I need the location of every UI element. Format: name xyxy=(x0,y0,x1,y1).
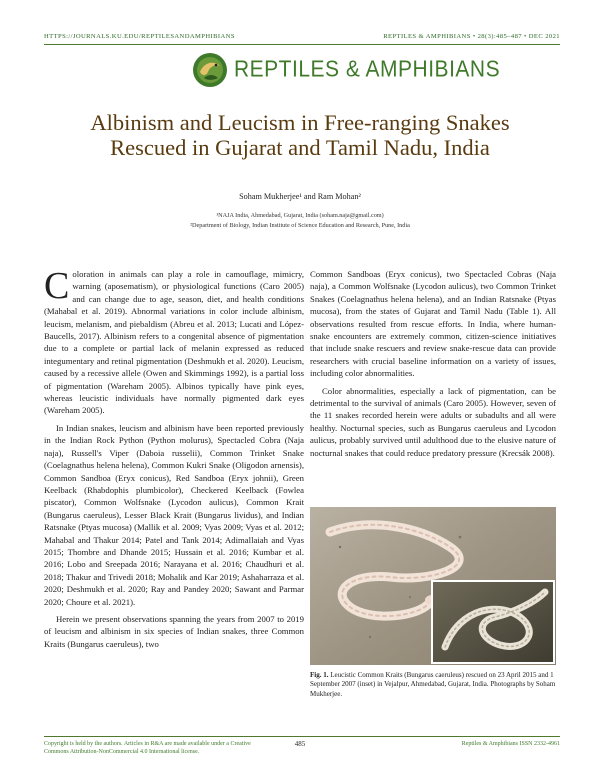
paragraph-1-text: oloration in animals can play a role in camouflage, mimicry, warning (aposematism), or physiological functions (Caro 2005) and can change due to age, season, diet, and health conditions (Mahabal et al. 2019). Abnormal variations in color include albinism, leucism, melanism, and piebaldism (Abreu et al. 2013; Lucati and López-Baucells, 2017). Albinism refers to a congenital absence of pigmentation due to a complete or partial lack of melanin expressed as reduced integumentary and retinal pigmentation (Deshmukh et al. 2020). Leucism, caused by a recessive allele (Owen and Skimmings 1992), is a partial loss of pigmentation (Wareham 2005). Albinos typically have pink eyes, whereas leucistic individuals have normally pigmented dark eyes (Wareham 2005). xyxy=(44,269,304,416)
figure-photo xyxy=(310,507,556,665)
paragraph-4: Common Sandboas (Eryx conicus), two Spectacled Cobras (Naja naja), a Common Wolfsnake (Lycodon aulicus), two Common Trinket Snakes (Coelagnathus helena helena), and an Indian Ratsnake (Ptyas mucosa), from the states of Gujarat and Tamil Nadu (Table 1). All observations resulted from rescue efforts. In India, where human-snake encounters are extremely common, citizen-science initiatives that include snake rescuers and review snake-rescue data can provide researchers with crucial baseline information on a variety of issues, including color abnormalities. xyxy=(310,269,556,379)
right-column xyxy=(310,268,556,459)
header-rule xyxy=(44,44,560,45)
article-authors: Soham Mukherjee¹ and Ram Mohan² xyxy=(239,192,361,201)
caption-text: Leucistic Common Kraits (Bungarus caeruleus) rescued on 23 April 2015 and 1 September 2007 (inset) in Vejalpur, Ahmedabad, Gujarat, India. Photographs by Soham Mukherjee. xyxy=(310,671,556,698)
footer-copyright: Copyright is held by the authors. Articles in R&A are made available under a Creative Commons Attribution-NonCommercial 4.0 International license. xyxy=(44,741,251,755)
article-title: Albinism and Leucism in Free-ranging Snakes Rescued in Gujarat and Tamil Nadu, India xyxy=(90,110,510,160)
left-column xyxy=(44,265,304,650)
drop-cap: C xyxy=(44,265,70,307)
footer-rule xyxy=(44,736,560,737)
journal-reference: REPTILES & AMPHIBIANS • 28(3):485–487 • DEC 2021 xyxy=(383,33,560,40)
journal-logo xyxy=(192,52,500,88)
paragraph-1 xyxy=(44,265,304,417)
paragraph-5: Color abnormalities, especially a lack of pigmentation, can be detrimental to the survival of animals (Caro 2005). However, seven of the 11 snakes recorded herein were adults or subadults and all were healthy. Nocturnal species, such as Bungarus caeruleus and Lycodon aulicus, probably survived until adulthood due to the elusive nature of nocturnal snakes that could reduce predatory pressure (Krecsák 2008). xyxy=(310,385,556,458)
snake-photo-image xyxy=(310,507,556,665)
affiliation-2: ²Department of Biology, Indian Institute of Science Education and Research, Pune, India xyxy=(190,222,410,229)
journal-logo-text: REPTILES & AMPHIBIANS xyxy=(234,56,501,83)
figure-caption xyxy=(310,671,556,699)
journal-emblem-icon xyxy=(192,52,228,88)
paragraph-2: In Indian snakes, leucism and albinism have been reported previously in the Indian Rock Python (Python molurus), Spectacled Cobra (Naja naja), Russell's Viper (Daboia russelii), Common Trinket Snake (Coelagnathus helena helena), Common Kukri Snake (Oligodon arnensis), Common Sandboa (Eryx conicus), Red Sandboa (Eryx johnii), Green Keelback (Rhabdophis plumbicolor), Checkered Keelback (Fowlea piscator), Common Wolfsnake (Lycodon aulicus), Common Krait (Bungarus caeruleus), Lesser Black Krait (Bungarus lividus), and Indian Ratsnake (Ptyas mucosa) (Mallik et al. 2009; Vyas 2009; Vyas et al. 2012; Mahabal and Thakur 2014; Patel and Tank 2014; Adimallaiah and Vyas 2015; Thombre and Dhande 2015; Hussain et al. 2016; Kumbar et al. 2016; Lobo and Sreepada 2016; Narayana et al. 2016; Chaudhuri et al. 2018; Thakur and Trivedi 2018; Mohalik and Kar 2019; Ashaharraza et al. 2020; Deshmukh et al. 2020; Ray and Pandey 2020; Sawant and Parmar 2020; Choure et al. 2021). xyxy=(44,422,304,607)
caption-label: Fig. 1. xyxy=(310,671,329,679)
journal-url[interactable]: HTTPS://JOURNALS.KU.EDU/REPTILESANDAMPHIBIANS xyxy=(44,33,235,40)
page-number: 485 xyxy=(294,740,306,748)
footer-issn: Reptiles & Amphibians ISSN 2332-4961 xyxy=(461,741,560,747)
affiliation-1: ¹NAJA India, Ahmedabad, Gujarat, India (soham.naja@gmail.com) xyxy=(216,212,384,219)
paragraph-3: Herein we present observations spanning the years from 2007 to 2019 of leucism and albinism in six species of Indian snakes, three Common Kraits (Bungarus caeruleus), two xyxy=(44,613,304,649)
